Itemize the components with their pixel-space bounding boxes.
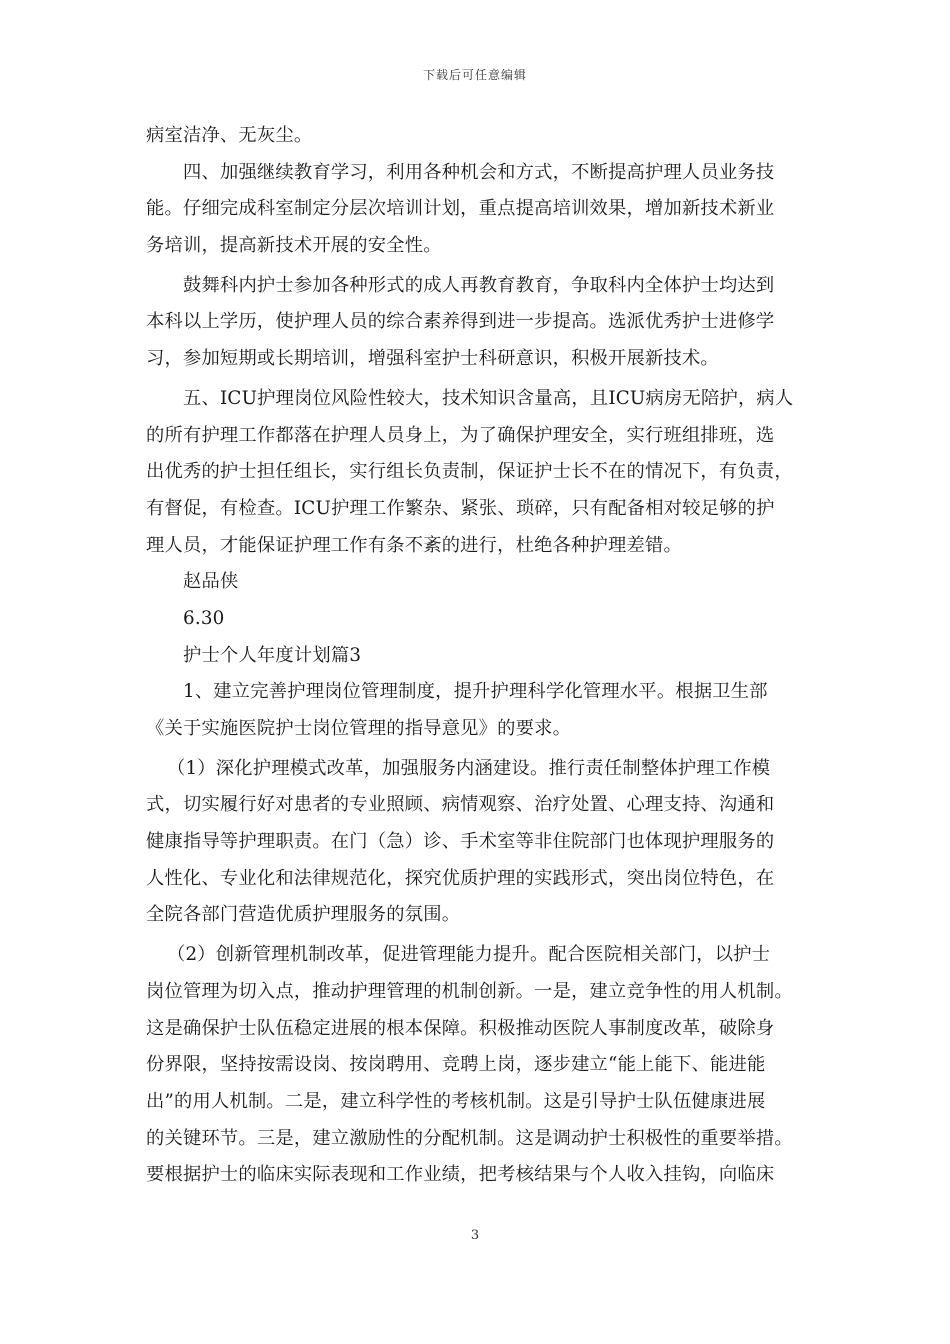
body-line: （2）创新管理机制改革，促进管理能力提升。配合医院相关部门，以护士 (167, 944, 771, 966)
body-line: 健康指导等护理职责。在门（急）诊、手术室等非住院部门也体现护理服务的 (146, 831, 775, 853)
body-line: 的关键环节。三是，建立激励性的分配机制。这是调动护士积极性的重要举措。 (146, 1127, 793, 1149)
body-line: （1）深化护理模式改革，加强服务内涵建设。推行责任制整体护理工作模 (167, 757, 771, 779)
body-line: 1、建立完善护理岗位管理制度，提升护理科学化管理水平。根据卫生部 (183, 681, 768, 703)
body-line: 能。仔细完成科室制定分层次培训计划，重点提高培训效果，增加新技术新业 (146, 198, 775, 220)
body-line: 习，参加短期或长期培训，增强科室护士科研意识，积极开展新技术。 (146, 348, 719, 370)
body-line: 务培训，提高新技术开展的安全性。 (146, 235, 442, 257)
body-line: 五、ICU护理岗位风险性较大，技术知识含量高，且ICU病房无陪护，病人 (183, 387, 794, 409)
body-line: 本科以上学历，使护理人员的综合素养得到进一步提高。选派优秀护士进修学 (146, 311, 775, 333)
body-line: 病室洁净、无灰尘。 (146, 125, 313, 146)
section-heading: 护士个人年度计划篇3 (183, 644, 362, 666)
body-line: 出优秀的护士担任组长，实行组长负责制，保证护士长不在的情况下，有负责， (146, 461, 793, 483)
body-line: 这是确保护士队伍稳定进展的根本保障。积极推动医院人事制度改革，破除身 (146, 1017, 775, 1039)
body-line: 《关于实施医院护士岗位管理的指导意见》的要求。 (146, 718, 572, 739)
body-line: 出”的用人机制。二是，建立科学性的考核机制。这是引导护士队伍健康进展 (146, 1090, 766, 1112)
signature-date: 6.30 (183, 607, 225, 629)
document-body (146, 118, 810, 1194)
body-line: 有督促，有检查。ICU护理工作繁杂、紧张、琐碎，只有配备相对较足够的护 (146, 497, 775, 519)
body-line: 全院各部门营造优质护理服务的氛围。 (146, 904, 461, 926)
body-line: 鼓舞科内护士参加各种形式的成人再教育教育，争取科内全体护士均达到 (183, 274, 775, 296)
body-line: 式，切实履行好对患者的专业照顾、病情观察、治疗处置、心理支持、沟通和 (146, 794, 775, 816)
page-number: 3 (470, 1228, 480, 1243)
page-header: 下载后可任意编辑 (422, 68, 527, 82)
body-line: 要根据护士的临床实际表现和工作业绩，把考核结果与个人收入挂钩，向临床 (146, 1164, 775, 1186)
body-line: 四、加强继续教育学习，利用各种机会和方式，不断提高护理人员业务技 (183, 161, 775, 183)
body-line: 份界限，坚持按需设岗、按岗聘用、竞聘上岗，逐步建立“能上能下、能进能 (146, 1054, 766, 1076)
signature-name: 赵品侠 (183, 571, 239, 593)
body-line: 的所有护理工作都落在护理人员身上，为了确保护理安全，实行班组排班，选 (146, 424, 775, 446)
body-line: 人性化、专业化和法律规范化，探究优质护理的实践形式，突出岗位特色，在 (146, 867, 775, 889)
body-line: 岗位管理为切入点，推动护理管理的机制创新。一是，建立竞争性的用人机制。 (146, 980, 793, 1002)
body-line: 理人员，才能保证护理工作有条不紊的进行，杜绝各种护理差错。 (146, 534, 682, 556)
